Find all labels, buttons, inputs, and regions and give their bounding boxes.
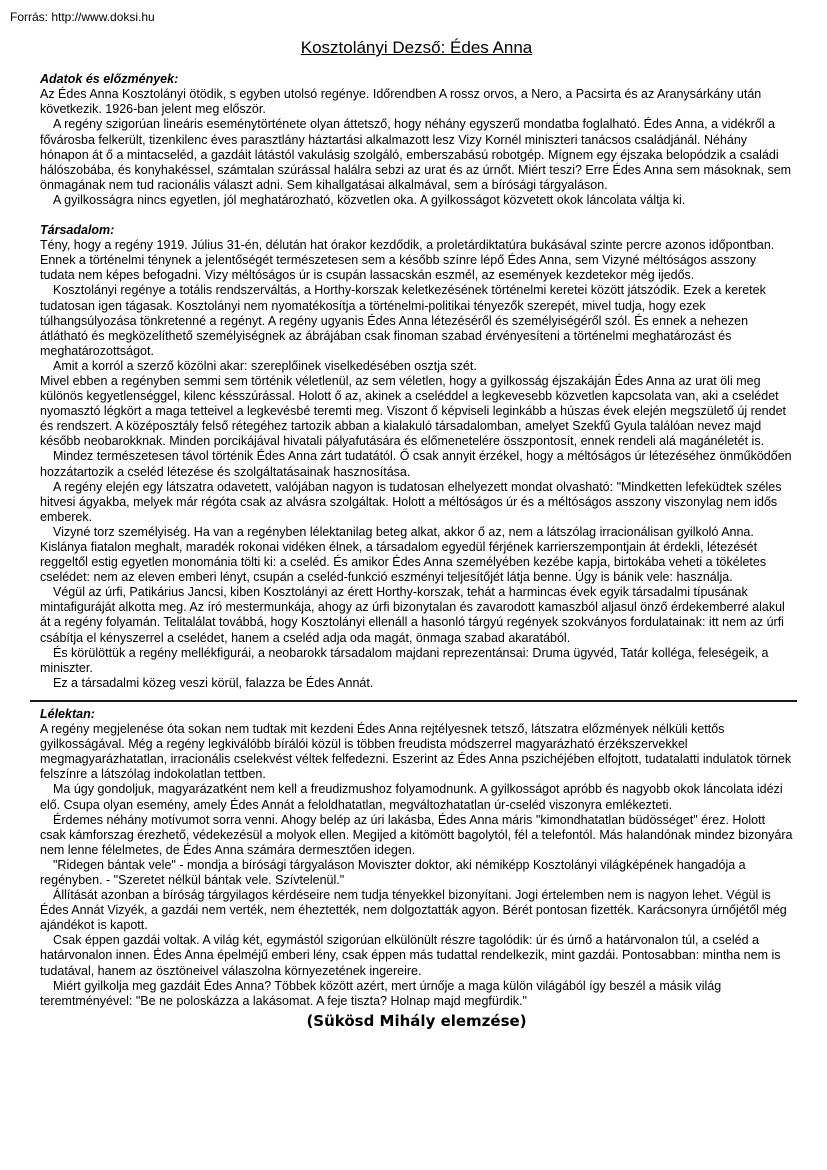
paragraph: A gyilkosságra nincs egyetlen, jól meghatározható, közvetlen oka. A gyilkosságot közvetett okok láncolata váltja ki.	[53, 192, 686, 207]
section-adatok-es-elozmenyek	[40, 72, 793, 208]
paragraph: Tény, hogy a regény 1919. Július 31-én, délután hat órakor kezdődik, a proletárdiktatúra bukásával szinte percre azonos időpontban. Ennek a történelmi ténynek a jelentőségét természetesen sem a később színre lépő Édes Anna, sem Vizyné méltóságos asszony tudata nem képes befogadni. Vizy méltóságos úr is csupán lassacskán eszmél, az események kezdetekor még ijedős.	[40, 238, 775, 283]
paragraph: Csak éppen gazdái voltak. A világ két, egymástól szigorúan elkülönült részre tagolódik: úr és úrnő a határvonalon túl, a cseléd a határvonalon innen. Édes Anna épelméjű emberi lény, csak éppen más tudattal rendelkezik, mint gazdái. Pontosabban: mintha nem is tudatával, hanem az ösztöneivel válaszolna környezetének ingereire.	[40, 933, 781, 978]
paragraph: Mivel ebben a regényben semmi sem történik véletlenül, az sem véletlen, hogy a gyilkosság éjszakáján Édes Anna az urat öli meg különös kegyetlenséggel, kilenc késszúrással. Holott ő az, akinek a cseléddel a legkevesebb közvetlen kapcsolata van, aki a cselédet nyomasztó légkört a maga tetteivel a legkevésbé teremti meg. Viszont ő képviseli leginkább a húszas évek elején megszülető új rendet és rendszert. A középosztály felső rétegéhez tartozik abban a kialakuló társadalomban, amelyet Szekfű Gyula találóan nevez majd később neobarokknak. Minden porcikájával hivatali pályafutására és előmenetelére összpontosít, ennek rendeli alá magánéletét is.	[40, 373, 787, 449]
section-divider	[30, 700, 797, 702]
section-lelektan	[40, 707, 793, 1009]
paragraph: Végül az úrfi, Patikárius Jancsi, kiben Kosztolányi az érett Horthy-korszak, tehát a harmincas évek egyik társadalmi típusának mintafiguráját alkotta meg. Az író mestermunkája, ahogy az úrfi bizonytalan és zavarodott kamaszból aljasul önző érdekemberré alakul át a regény folyamán. Telitalálat továbbá, hogy Kosztolányi ellenáll a hasonló tárgyú regények szokványos fordulatainak: itt nem az úrfi csábítja el kényszerrel a cselédet, hanem a cseléd adja oda magát, önmaga szabad akaratából.	[40, 585, 785, 645]
section-tarsadalom	[40, 223, 793, 691]
paragraph: Amit a korról a szerző közölni akar: szereplőinek viselkedésében osztja szét.	[53, 358, 477, 373]
paragraph: Állítását azonban a bíróság tárgyilagos kérdéseire nem tudja tényekkel bizonyítani. Jogi értelemben nem is nagyon lehet. Végül is Édes Annát Vizyék, a gazdái nem verték, nem éheztették, nem dolgoztatták agyon. Bérét pontosan fizették. Karácsonyra úrnőjétől még ajándékot is kapott.	[40, 888, 787, 933]
paragraph: Kosztolányi regénye a totális rendszerváltás, a Horthy-korszak keletkezésének történelmi keretei között játszódik. Ezek a keretek tudatosan igen tágasak. Kosztolányi nem nyomatékosítja a történelmi-politikai tényezők szerepét, mivel tudja, hogy ezek túlhangsúlyozása tönkretenné a regényt. A regény ugyanis Édes Anna létezéséről és személyiségéről szól. És ennek a nehezen átlátható és megközelíthető személyiségnek az ábrájában csak finoman szabad érvényesíteni a történelmi meghatározást és meghatározottságot.	[40, 283, 766, 358]
paragraph: És körülöttük a regény mellékfigurái, a neobarokk társadalom majdani reprezentánsai: Druma ügyvéd, Tatár kolléga, feleségeik, a miniszter.	[40, 645, 769, 675]
paragraph: Miért gyilkolja meg gazdáit Édes Anna? Többek között azért, mert úrnője a maga külön világából így beszél a másik világ teremtményével: "Be ne poloskázza a lakásomat. A feje tiszta? Holnap majd megfürdik."	[40, 978, 722, 1008]
paragraph: Ma úgy gondoljuk, magyarázatként nem kell a freudizmushoz folyamodnunk. A gyilkosságot apróbb és nagyobb okok láncolata idézi elő. Csupa olyan esemény, amely Édes Annát a feloldhatatlan, megváltozhatatlan úr-cseléd viszonyra emlékezteti.	[40, 782, 783, 812]
section-heading: Társadalom:	[40, 223, 115, 238]
paragraph: A regény megjelenése óta sokan nem tudtak mit kezdeni Édes Anna rejtélyesnek tetsző, látszatra előzmények nélküli kettős gyilkosságával. Még a regény legkiválóbb bírálói közül is többen freudista módszerrel magyarázható érzékszervekkel megmagyarázhatatlan, irracionális cselekvést véltek felfedezni. Eszerint az Édes Anna pszichéjében elfojtott, tudatalatti indulatok törnek felszínre a látszólag indokolatlan tettben.	[40, 722, 792, 782]
source-line: Forrás: http://www.doksi.hu	[10, 10, 155, 24]
paragraph: Mindez természetesen távol történik Édes Anna zárt tudatától. Ő csak annyit érzékel, hogy a méltóságos úr létezéséhez önműködően hozzátartozik a cseléd létezése és szolgáltatásainak hasznosítása.	[40, 449, 792, 479]
paragraph: Vizyné torz személyiség. Ha van a regényben lélektanilag beteg alkat, akkor ő az, nem a látszólag irracionálisan gyilkoló Anna. Kislánya fiatalon meghalt, maradék rokonai vidéken élnek, a társadalom egyedül férjének karrierszempontjain át érdekli, létezését reggeltől estig egyetlen monománia tölti ki: a cseléd. És amikor Édes Anna személyében kezébe kapja, birtokába veheti a tökéletes cselédet: nem az eleven emberi lényt, csupán a cseléd-funkció eszményi teljesítőjét látja benne. Úgy is bánik vele: használja.	[40, 524, 767, 585]
paragraph: A regény elején egy látszatra odavetett, valójában nagyon is tudatosan elhelyezett mondat olvasható: "Mindketten lefeküdtek széles hitvesi ágyakba, melyek már régóta csak az alvásra szolgáltak. Holott a méltóságos úr és a méltóságos asszony viszonylag nem idős emberek.	[40, 479, 782, 524]
section-heading: Adatok és előzmények:	[40, 72, 179, 87]
section-heading: Lélektan:	[40, 706, 95, 721]
paragraph: A regény szigorúan lineáris eseménytörténete olyan áttetsző, hogy néhány egyszerű mondatba foglalható. Édes Anna, a vidékről a fővárosba felkerült, tizenkilenc éves parasztlány háztartási alkalmazott lesz Vizy Kornél miniszteri tanácsos családjánál. Néhány hónapon át ő a mintacseléd, a gazdáit látástól vakulásig szolgáló, emberszabású robotgép. Mígnem egy éjszaka belopódzik a családi hálószobába, és konyhakéssel, számtalan szúrással halálra sebzi az urat és az úrnőt. Miért teszi? Erre Édes Anna sem másoknak, sem önmagának nem tud racionális választ adni. Sem kihallgatásai alkalmával, sem a bírósági tárgyaláson.	[40, 117, 792, 192]
page-title: Kosztolányi Dezső: Édes Anna	[300, 38, 533, 58]
paragraph: Az Édes Anna Kosztolányi ötödik, s egyben utolsó regénye. Időrendben A rossz orvos, a Nero, a Pacsirta és az Aranysárkány után következik. 1926-ban jelent meg először.	[40, 87, 762, 117]
paragraph: "Ridegen bántak vele" - mondja a bírósági tárgyaláson Moviszter doktor, aki némiképp Kosztolányi világképének hangadója a regényben. - "Szeretet nélkül bántak vele. Szívtelenül."	[40, 857, 746, 887]
paragraph: Érdemes néhány motívumot sorra venni. Ahogy belép az úri lakásba, Édes Anna máris "kimondhatatlan büdösséget" érez. Holott csak kámforszag érezhető, védekezésül a molyok ellen. Megijed a kitömött bagolytól, fél a telefontól. Más halandónak mindez bizonyára nem lenne félelmetes, de Édes Anna számára dermesztően idegen.	[40, 812, 793, 857]
paragraph: Ez a társadalmi közeg veszi körül, falazza be Édes Annát.	[53, 675, 374, 690]
analysis-author: (Sükösd Mihály elemzése)	[306, 1011, 527, 1030]
